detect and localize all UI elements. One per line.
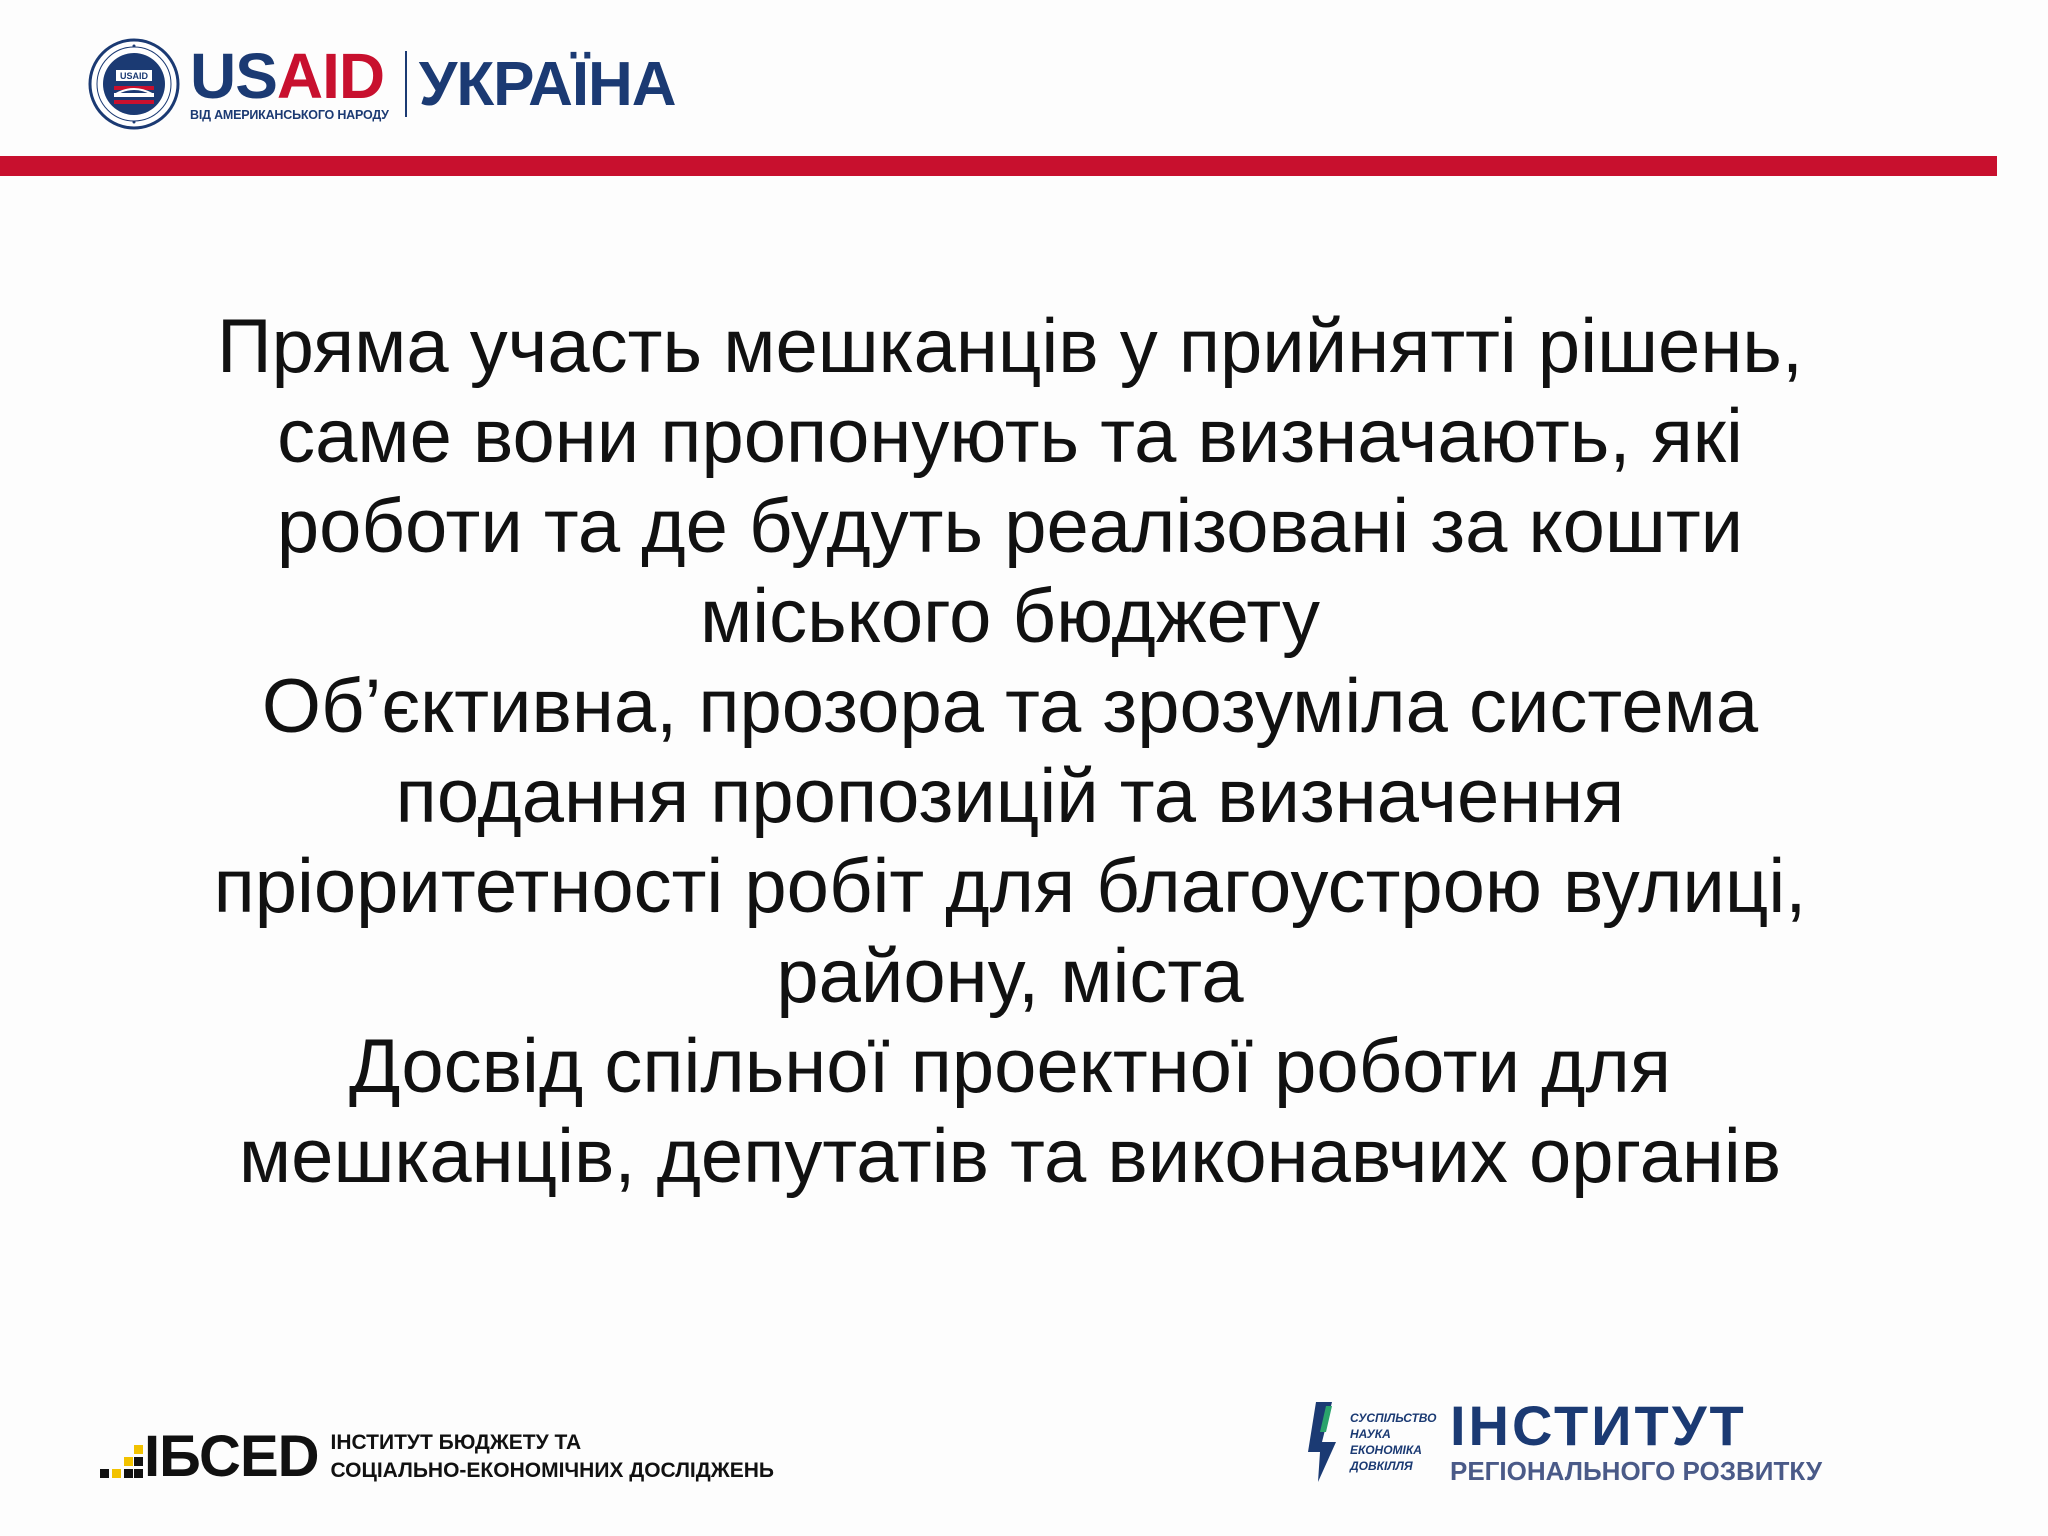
- paragraph-line: саме вони пропонують та визначають, які: [277, 394, 1743, 479]
- ibsed-dots-icon: [100, 1433, 144, 1481]
- irr-logo: [1306, 1394, 1823, 1486]
- ibsed-caption-line: СОЦІАЛЬНО-ЕКОНОМІЧНИХ ДОСЛІДЖЕНЬ: [330, 1459, 774, 1482]
- irr-names: [1450, 1394, 1823, 1486]
- irr-mark-icon: [1306, 1402, 1342, 1482]
- usaid-seal-logo: [88, 38, 180, 130]
- irr-tag: ДОВКІЛЛЯ: [1350, 1459, 1413, 1473]
- paragraph-line: Об’єктивна, прозора та зрозуміла система: [261, 664, 1759, 749]
- paragraph-line: подання пропозицій та визначення: [395, 754, 1625, 839]
- slide-body: [150, 302, 1870, 1202]
- paragraph-line: мешканців, депутатів та виконавчих органів: [238, 1114, 1782, 1199]
- paragraph-2: [150, 662, 1870, 1022]
- usaid-wordmark: [190, 40, 389, 122]
- ibsed-wordmark: ІБСED: [144, 1424, 319, 1489]
- irr-subtitle: РЕГІОНАЛЬНОГО РОЗВИТКУ: [1450, 1456, 1823, 1486]
- paragraph-3: [150, 1022, 1870, 1202]
- paragraph-line: Пряма участь мешканців у прийнятті рішень,: [216, 304, 1804, 389]
- irr-title: ІНСТИТУТ: [1450, 1394, 1747, 1457]
- irr-tags: [1350, 1410, 1442, 1474]
- paragraph-line: Досвід спільної проектної роботи для: [349, 1024, 1671, 1109]
- paragraph-1: [150, 302, 1870, 662]
- irr-tag: ЕКОНОМІКА: [1350, 1443, 1422, 1457]
- ibsed-caption-line: ІНСТИТУТ БЮДЖЕТУ ТА: [330, 1431, 582, 1454]
- usaid-header: [88, 34, 676, 134]
- country-name: УКРАЇНА: [418, 49, 676, 119]
- header-red-rule: [0, 156, 1997, 176]
- paragraph-line: міського бюджету: [700, 574, 1320, 659]
- ibsed-caption: [331, 1429, 774, 1485]
- usaid-tagline: ВІД АМЕРИКАНСЬКОГО НАРОДУ: [190, 108, 389, 122]
- paragraph-line: роботи та де будуть реалізовані за кошти: [276, 484, 1744, 569]
- svg-text:USAID: USAID: [119, 71, 149, 81]
- irr-tag: СУСПІЛЬСТВО: [1350, 1411, 1437, 1425]
- usaid-aid: AID: [276, 40, 385, 112]
- header-divider: [405, 51, 407, 117]
- paragraph-line: району, міста: [776, 934, 1244, 1019]
- ibsed-logo: [100, 1424, 774, 1489]
- usaid-us: US: [190, 40, 277, 112]
- paragraph-line: пріоритетності робіт для благоустрою вулиці,: [213, 844, 1807, 929]
- irr-tag: НАУКА: [1350, 1427, 1391, 1441]
